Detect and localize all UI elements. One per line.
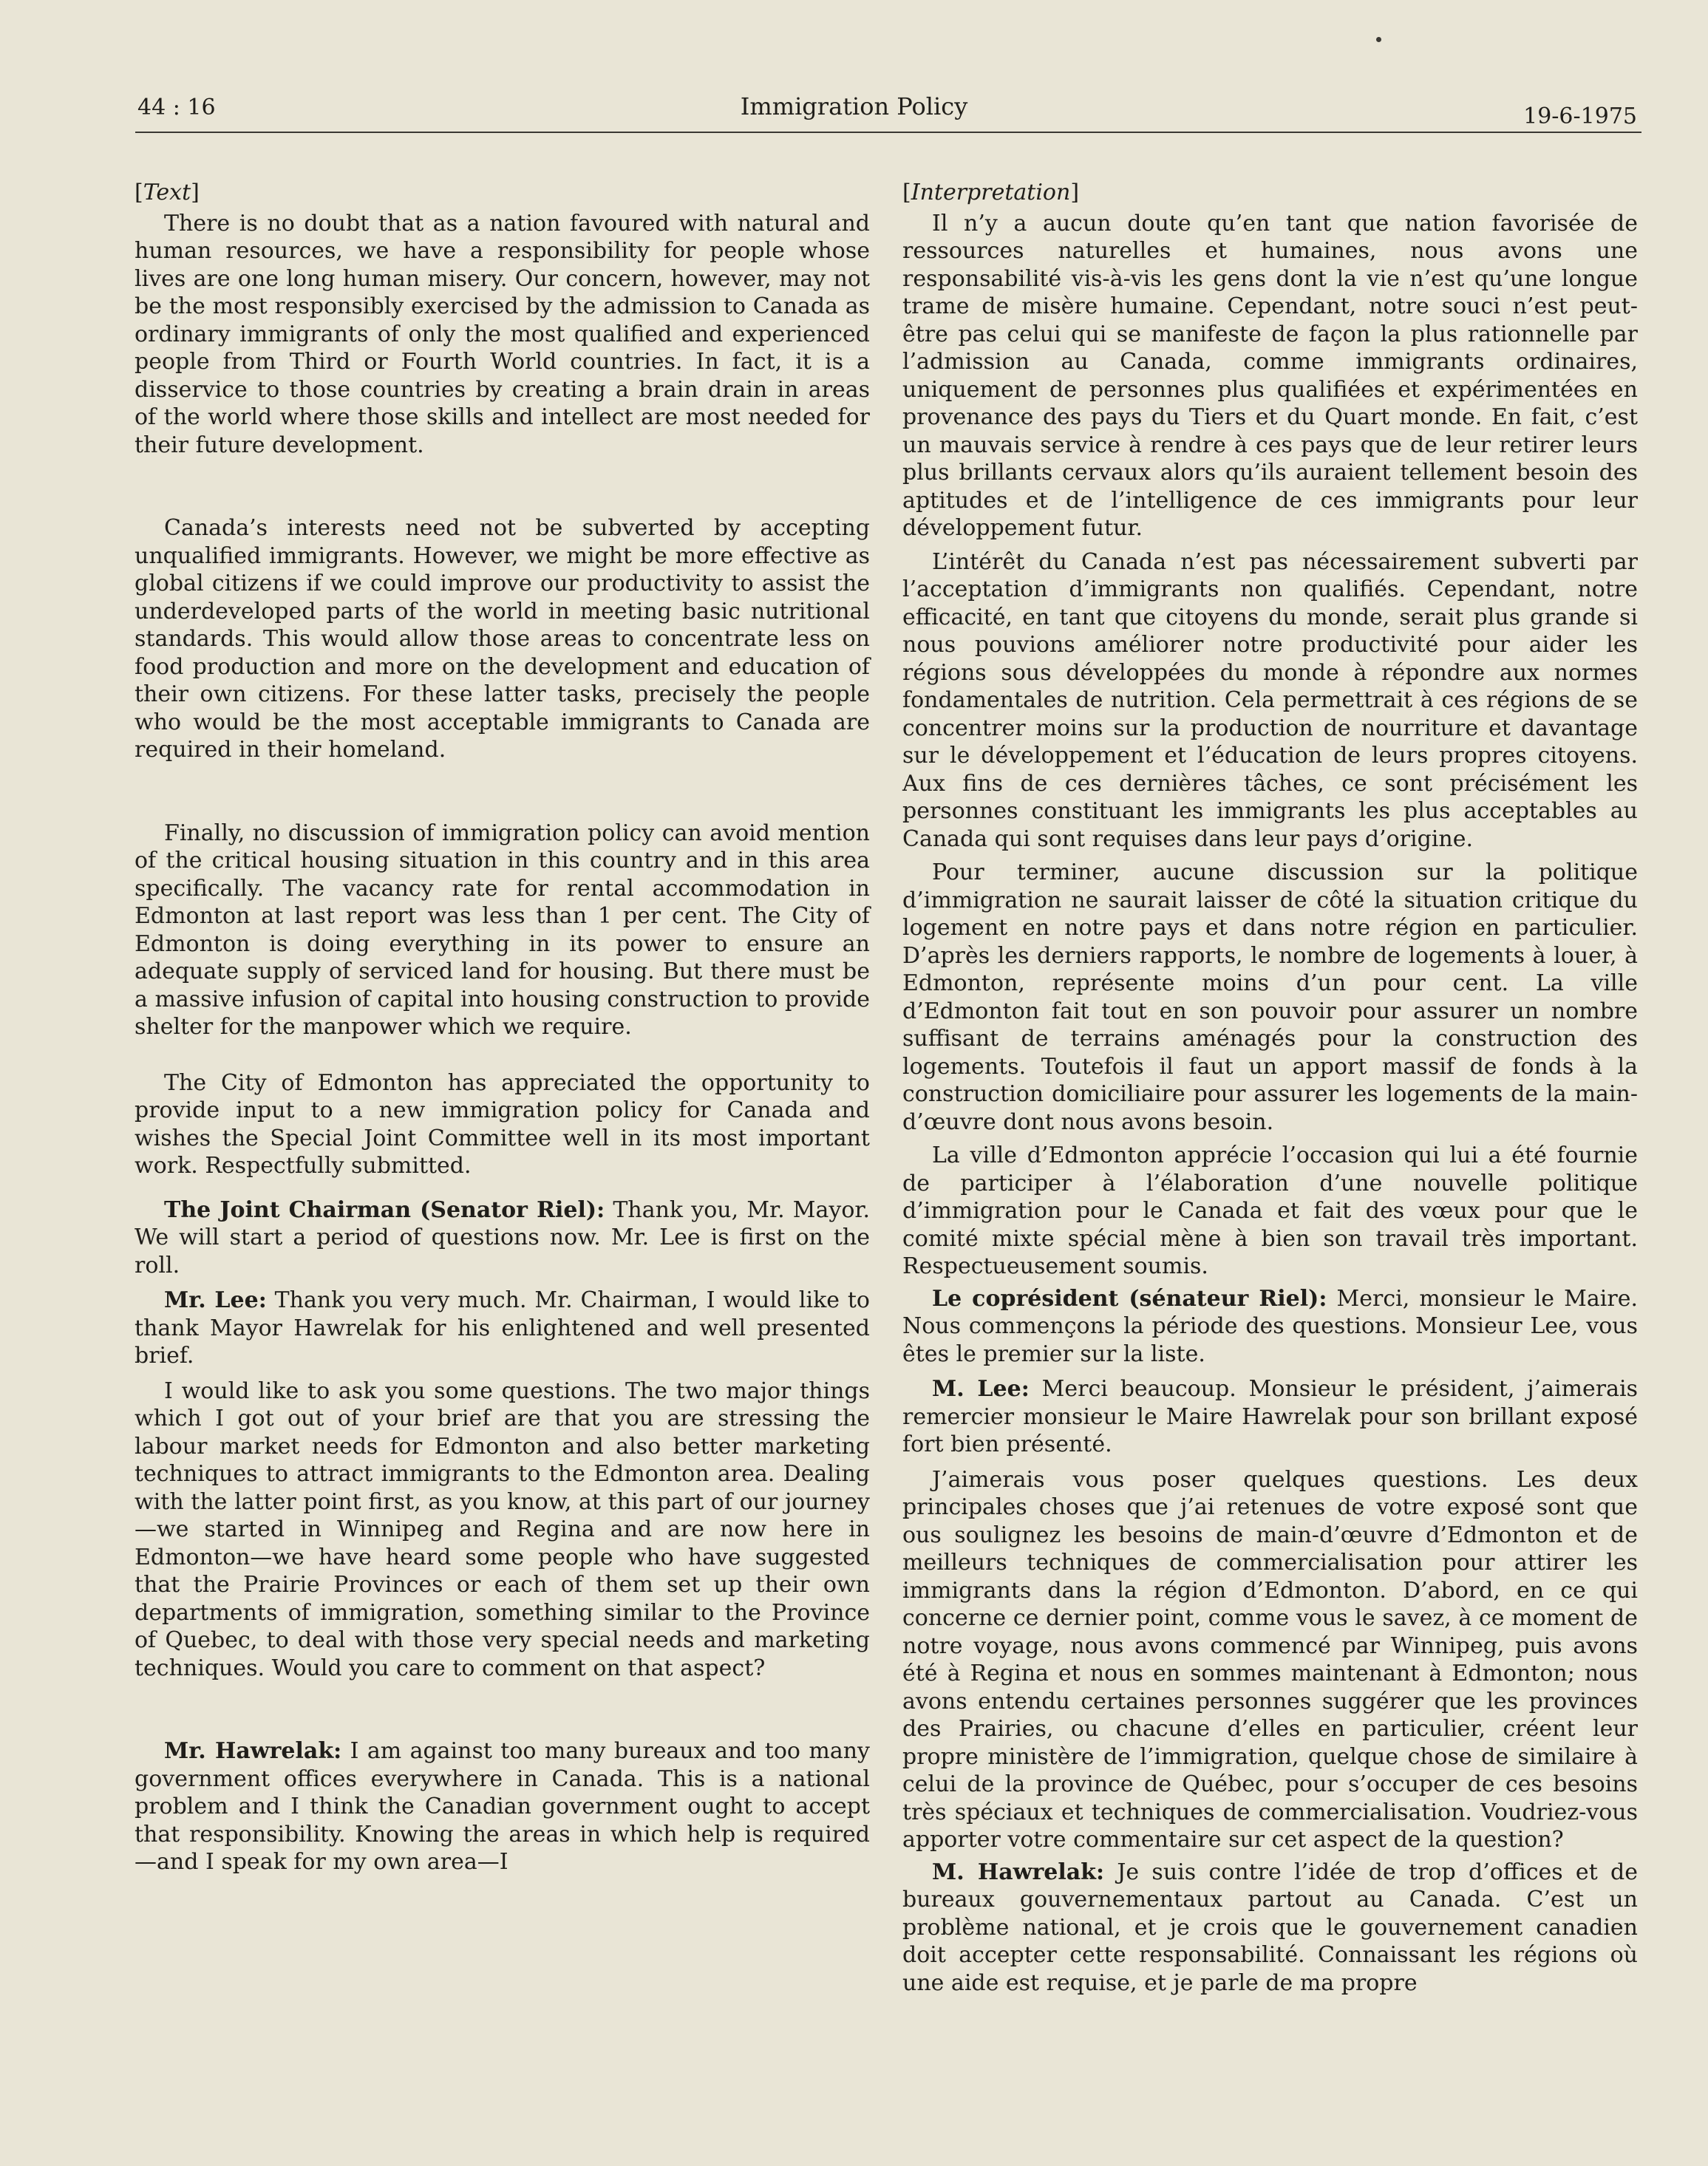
speaker-name: M. Lee: xyxy=(932,1376,1030,1402)
speaker-name: Le coprésident (sénateur Riel): xyxy=(932,1285,1327,1312)
page-number: 44 : 16 xyxy=(137,95,216,120)
speaker-name: Mr. Hawrelak: xyxy=(164,1738,342,1764)
speaker-name: M. Hawrelak: xyxy=(932,1859,1105,1885)
french-paragraph-2: L’intérêt du Canada n’est pas nécessairement subverti par l’acceptation d’immigrants non qualifiés. Cependant, notre efficacité, en tant que citoyens du monde, serait plus grande si nous pouvions améliorer notre productivité pour aider les régions sous développées du monde à répondre aux normes fondamentales de nutrition. Cela permettrait à ces régions de se concentrer moins sur la production de nourriture et davantage sur le développement et l’éducation de leurs propres citoyens. Aux fins de ces dernières tâches, ce sont précisément les personnes constituant les immigrants les plus acceptables au Canada qui sont requises dans leur pays d’origine. xyxy=(902,548,1638,852)
english-hawrelak-remark: Mr. Hawrelak: I am against too many bureaux and too many government offices everywhere in Canada. This is a national problem and I think the Canadian government ought to accept that responsibility. Knowing the areas in which help is required—and I speak for my own area—I xyxy=(135,1738,870,1875)
header-rule xyxy=(135,132,1641,133)
english-lee-remark: Mr. Lee: Thank you very much. Mr. Chairman, I would like to thank Mayor Hawrelak for his enlightened and well presented brief. xyxy=(135,1287,870,1369)
speaker-name: The Joint Chairman (Senator Riel): xyxy=(164,1196,605,1223)
english-label: [Text] xyxy=(135,180,200,205)
page-title: Immigration Policy xyxy=(740,92,968,120)
english-paragraph-4: The City of Edmonton has appreciated the opportunity to provide input to a new immigration policy for Canada and wishes the Special Joint Committee well in its most important work. Respectfully submitted. xyxy=(135,1069,870,1179)
english-column xyxy=(135,179,870,1876)
speaker-name: Mr. Lee: xyxy=(164,1287,267,1313)
french-lee-question: J’aimerais vous poser quelques questions. Les deux principales choses que j’ai retenues de votre exposé sont que ous soulignez les besoins de main-d’œuvre d’Edmonton et de meilleurs techniques de commercialisation pour attirer les immigrants dans la région d’Edmonton. D’abord, en ce qui concerne ce dernier point, comme vous le savez, à ce moment de notre voyage, nous avons commencé par Winnipeg, puis avons été à Regina et nous en sommes maintenant à Edmonton; nous avons entendu certaines personnes suggérer que les provinces des Prairies, ou chacune d’elles en particulier, créent leur propre ministère de l’immigration, quelque chose de similaire à celui de la province de Québec, pour s’occuper de ces besoins très spéciaux et techniques de commercialisation. Voudriez-vous apporter votre commentaire sur cet aspect de la question? xyxy=(902,1466,1638,1853)
english-paragraph-2: Canada’s interests need not be subverted by accepting unqualified immigrants. However, we might be more effective as global citizens if we could improve our productivity to assist the underdeveloped parts of the world in meeting basic nutritional standards. This would allow those areas to concentrate less on food production and more on the development and education of their own citizens. For these latter tasks, precisely the people who would be the most acceptable immigrants to Canada are required in their homeland. xyxy=(135,515,870,763)
english-chair-remark: The Joint Chairman (Senator Riel): Thank you, Mr. Mayor. We will start a period of questions now. Mr. Lee is first on the roll. xyxy=(135,1196,871,1278)
french-column xyxy=(902,179,1638,1997)
english-paragraph-1: There is no doubt that as a nation favoured with natural and human resources, we have a responsibility for people whose lives are one long human misery. Our concern, however, may not be the most responsibly exercised by the admission to Canada as ordinary immigrants of only the most qualified and experienced people from Third or Fourth World countries. In fact, it is a disservice to those countries by creating a brain drain in areas of the world where those skills and intellect are most needed for their future development. xyxy=(135,210,870,458)
french-label: [Interpretation] xyxy=(902,180,1080,205)
french-chair-remark: Le coprésident (sénateur Riel): Merci, monsieur le Maire. Nous commençons la période des questions. Monsieur Lee, vous êtes le premier sur la liste. xyxy=(902,1285,1638,1367)
french-hawrelak-remark: M. Hawrelak: Je suis contre l’idée de trop d’offices et de bureaux gouvernementaux partout au Canada. C’est un problème national, et je crois que le gouvernement canadien doit accepter cette responsabilité. Connaissant les régions où une aide est requise, et je parle de ma propre xyxy=(902,1859,1638,1996)
french-lee-remark: M. Lee: Merci beaucoup. Monsieur le président, j’aimerais remercier monsieur le Maire Hawrelak pour son brillant exposé fort bien présenté. xyxy=(902,1376,1638,1457)
english-paragraph-3: Finally, no discussion of immigration policy can avoid mention of the critical housing situation in this country and in this area specifically. The vacancy rate for rental accommodation in Edmonton at last report was less than 1 per cent. The City of Edmonton is doing everything in its power to ensure an adequate supply of serviced land for housing. But there must be a massive infusion of capital into housing construction to provide shelter for the manpower which we require. xyxy=(135,820,870,1040)
english-lee-question: I would like to ask you some questions. The two major things which I got out of your brief are that you are stressing the labour market needs for Edmonton and also better marketing techniques to attract immigrants to the Edmonton area. Dealing with the latter point first, as you know, at this part of our journey—we started in Winnipeg and Regina and are now here in Edmonton—we have heard some people who have suggested that the Prairie Provinces or each of them set up their own departments of immigration, something similar to the Province of Quebec, to deal with those very special needs and marketing techniques. Would you care to comment on that aspect? xyxy=(135,1377,870,1681)
french-paragraph-4: La ville d’Edmonton apprécie l’occasion qui lui a été fournie de participer à l’élaboration d’une nouvelle politique d’immigration pour le Canada et fait des vœux pour que le comité mixte spécial mène à bien son travail très important. Respectueusement soumis. xyxy=(902,1142,1638,1279)
speck-mark xyxy=(1376,37,1381,42)
french-paragraph-1: Il n’y a aucun doute qu’en tant que nation favorisée de ressources naturelles et humaines, nous avons une responsabilité vis-à-vis les gens dont la vie n’est qu’une longue trame de misère humaine. Cependant, notre souci n’est peut-être pas celui qui se manifeste de façon la plus rationnelle par l’admission au Canada, comme immigrants ordinaires, uniquement de personnes plus qualifiées et expérimentées en provenance des pays du Tiers et du Quart monde. En fait, c’est un mauvais service à rendre à ces pays que de leur retirer leurs plus brillants cervaux alors qu’ils auraient tellement besoin des aptitudes et de l’intelligence de ces immigrants pour leur développement futur. xyxy=(902,210,1638,541)
french-paragraph-3: Pour terminer, aucune discussion sur la politique d’immigration ne saurait laisser de côté la situation critique du logement en notre pays et dans notre région en particulier. D’après les derniers rapports, le nombre de logements à louer, à Edmonton, représente moins d’un pour cent. La ville d’Edmonton fait tout en son pouvoir pour assurer un nombre suffisant de terrains aménagés pour la construction des logements. Toutefois il faut un apport massif de fonds à la construction domiciliaire pour assurer les logements de la main-d’œuvre dont nous avons besoin. xyxy=(902,859,1638,1135)
page-date: 19-6-1975 xyxy=(1523,103,1637,129)
